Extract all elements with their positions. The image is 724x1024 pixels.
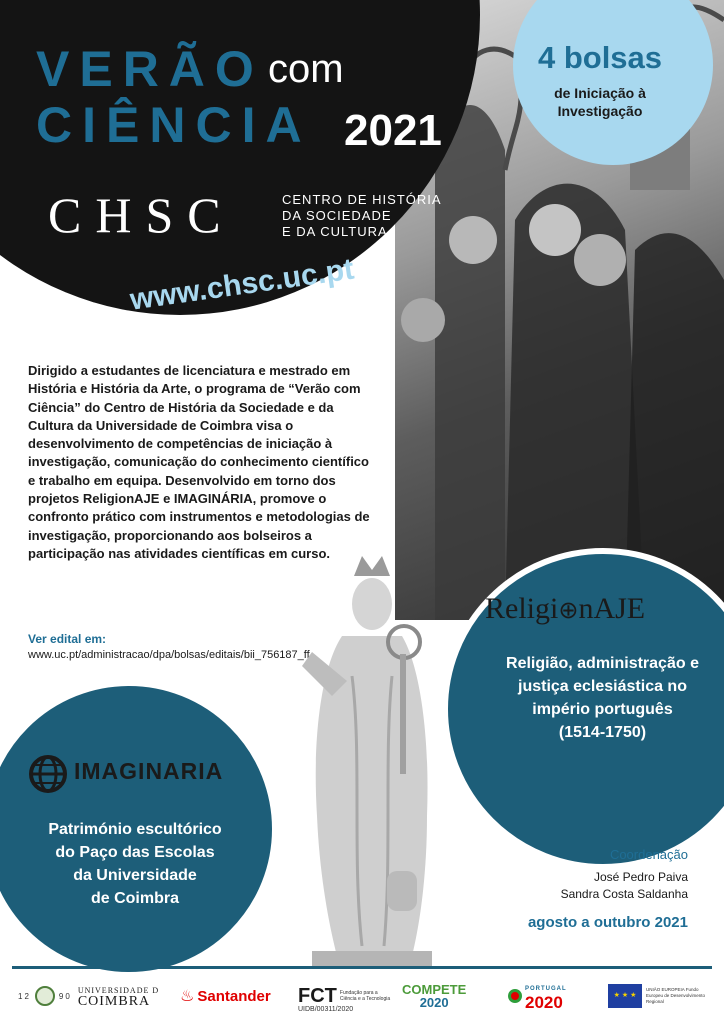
portugal2020-logo	[508, 976, 567, 1016]
grants-line1: de Iniciação à	[554, 85, 646, 101]
fct-logo	[298, 976, 392, 1016]
edital-label-colon: :	[102, 632, 107, 646]
title-verao: VERÃO	[36, 41, 264, 97]
uc-name-line2: COIMBRA	[77, 994, 151, 1009]
uc-name-line1: UNIVERSIDADE D	[77, 986, 160, 995]
imaginaria-logo: IMAGINARIA	[74, 758, 224, 784]
eu-feder-logo	[608, 976, 708, 1016]
eu-flag-icon: ★ ★ ★	[608, 984, 642, 1008]
compete-year: 2020	[419, 995, 449, 1010]
university-seal-icon	[35, 986, 55, 1006]
intro-paragraph: Dirigido a estudantes de licenciatura e mestrado em História e História da Arte, o programa de “Verão com Ciência” do Centro de História da Sociedade e da Cultura da Universidade de Coimbra visa o desenvolvimento de competências de iniciação à investigação, comunicação do conhecimento científico e trabalho em equipa. Desenvolvido em torno dos projetos ReligionAJE e IMAGINÁRIA, promove o confronto prático com instrumentos e metodologias de investigação, proporcionando aos bolseiros a participação nas atividades científicas em curso.	[28, 363, 370, 561]
imaginaria-desc-line1: Património escultórico	[48, 821, 222, 838]
fct-code: UIDB/00311/2020	[298, 1006, 354, 1013]
coordinator-name-2: Sandra Costa Saldanha	[560, 887, 688, 901]
santander-flame-icon: ♨	[180, 988, 195, 1005]
edital-url-link[interactable]: www.uc.pt/administracao/dpa/bolsas/editais/bii_756187_ff	[28, 649, 310, 661]
coordinator-name-1: José Pedro Paiva	[593, 870, 688, 884]
website-link[interactable]: www.chsc.uc.pt	[128, 252, 357, 317]
globe-icon: ⊕	[558, 598, 579, 624]
portugal2020-text	[525, 982, 567, 1010]
eu-text: UNIÃO EUROPEIA Fundo Europeu de Desenvolvimento Regional	[646, 987, 706, 1004]
compete-logo	[402, 976, 466, 1016]
imaginaria-desc-line2: do Paço das Escolas	[55, 844, 215, 861]
religionaje-logo-part1: Religi	[485, 592, 559, 625]
chsc-name-line3: E DA CULTURA	[282, 224, 388, 239]
religionaje-logo-part2: nAJE	[578, 592, 646, 625]
religionaje-desc-line1: Religião, administração e	[506, 655, 699, 672]
grants-line2: Investigação	[557, 103, 643, 119]
chsc-logo: CHSC	[48, 187, 235, 243]
uc-name	[78, 985, 159, 1007]
uc-year-left: 12	[18, 991, 31, 1001]
coordination-names	[520, 869, 688, 903]
santander-logo	[180, 976, 271, 1016]
grants-count: 4 bolsas	[537, 40, 663, 75]
title-ciencia: CIÊNCIA	[36, 97, 312, 153]
religionaje-description	[470, 652, 724, 744]
uc-year-right: 90	[58, 991, 72, 1001]
religionaje-logo	[485, 592, 645, 626]
footer-divider	[12, 966, 712, 969]
chsc-name-line2: DA SOCIEDADE	[282, 208, 392, 223]
fct-name: FCT	[298, 984, 337, 1007]
coordination-label: Coordenação	[609, 847, 688, 862]
imaginaria-desc-line4: de Coimbra	[90, 890, 179, 907]
portugal-flag-icon	[508, 989, 522, 1003]
portugal-year: 2020	[525, 993, 563, 1012]
chsc-name-line1: CENTRO DE HISTÓRIA	[282, 192, 442, 207]
university-coimbra-logo	[18, 976, 159, 1016]
fct-subtitle: Fundação para a Ciência e a Tecnologia	[339, 990, 391, 1002]
compete-word: COMPETE	[402, 982, 467, 997]
sponsor-logos	[0, 976, 724, 1024]
edital-label	[28, 632, 106, 646]
santander-name: Santander	[197, 987, 271, 1005]
imaginaria-description	[20, 818, 250, 910]
title-com: com	[268, 47, 344, 91]
chsc-name	[282, 192, 442, 240]
globe-icon	[28, 754, 68, 794]
title-year: 2021	[344, 106, 442, 155]
program-dates: agosto a outubro 2021	[527, 914, 688, 931]
grants-description	[530, 84, 670, 120]
religionaje-desc-line3: império português	[532, 701, 673, 718]
imaginaria-desc-line3: da Universidade	[73, 867, 197, 884]
portugal-label: PORTUGAL	[525, 986, 567, 992]
edital-label-text: Ver edital em	[28, 632, 103, 646]
compete-text	[402, 983, 466, 1009]
statue-photo	[292, 556, 452, 966]
religionaje-desc-line4: (1514-1750)	[558, 724, 647, 741]
religionaje-desc-line2: justiça eclesiástica no	[518, 678, 687, 695]
